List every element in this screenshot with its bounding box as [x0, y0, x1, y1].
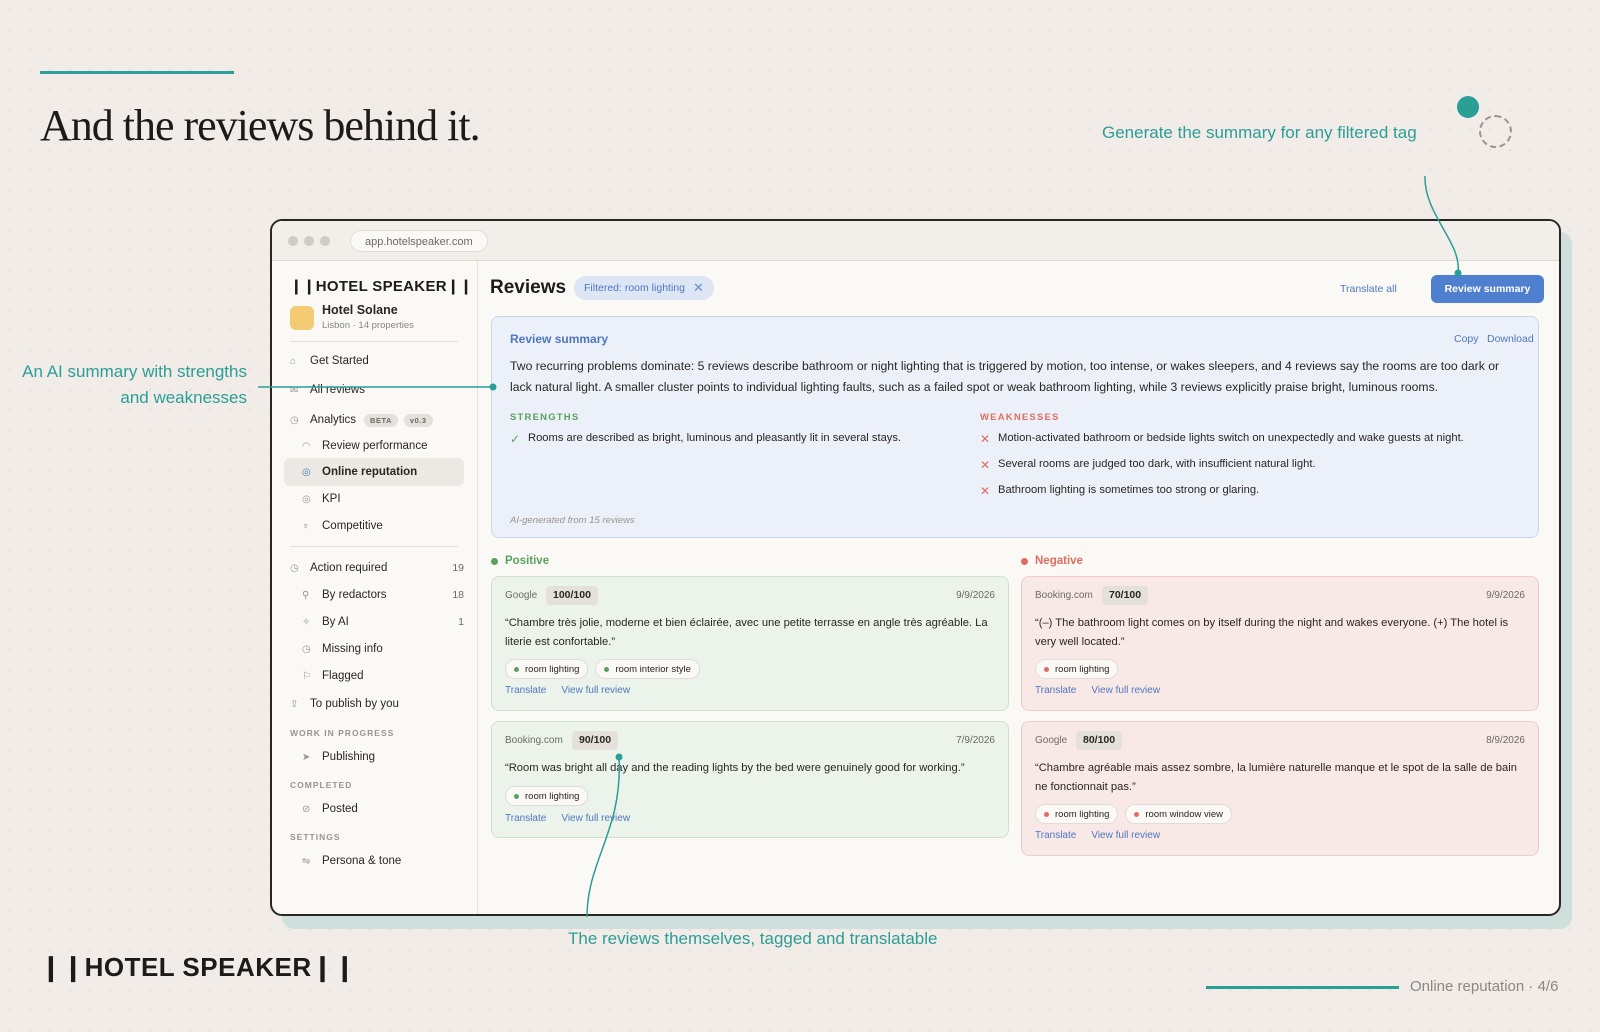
- beta-badge: BETA: [364, 414, 398, 427]
- sidebar-item-missing-info[interactable]: [302, 637, 464, 661]
- filter-chip-label: Filtered: room lighting: [584, 282, 685, 294]
- strength-item: [510, 432, 901, 446]
- version-badge: v0.3: [404, 414, 433, 427]
- sidebar-item-by-ai[interactable]: [302, 610, 464, 634]
- decorative-ring: [1479, 115, 1512, 148]
- clock-icon: ◷: [290, 562, 299, 574]
- tag-label: room lighting: [1055, 808, 1110, 820]
- target-icon: ◎: [302, 466, 311, 478]
- person-icon: ⚲: [302, 589, 310, 601]
- sidebar-item-online-reputation[interactable]: [284, 458, 464, 486]
- sidebar-item-label: Flagged: [322, 670, 364, 682]
- weakness-item: [980, 458, 1316, 472]
- positive-column-heading: [491, 555, 549, 567]
- summary-heading: Review summary: [510, 332, 609, 346]
- review-tags: [505, 659, 700, 679]
- hotel-meta: Lisbon · 14 properties: [322, 320, 414, 331]
- sidebar-item-label: Missing info: [322, 643, 383, 655]
- review-source: Booking.com: [1035, 590, 1093, 601]
- sidebar-item-label: KPI: [322, 493, 341, 505]
- review-summary-button[interactable]: Review summary: [1431, 275, 1544, 303]
- callout-ai-summary: An AI summary with strengths and weaknesses: [22, 362, 247, 407]
- tag-label: room lighting: [525, 790, 580, 802]
- sidebar-item-publishing[interactable]: [302, 745, 464, 769]
- by-redactors-count: 18: [452, 589, 464, 601]
- review-source: Google: [505, 590, 538, 601]
- review-text: “Chambre très jolie, moderne et bien éclairée, avec une petite terrasse en angle très agréable. La literie est confortable.”: [505, 617, 988, 648]
- translate-link[interactable]: Translate: [1035, 830, 1077, 841]
- sidebar-item-action-required[interactable]: [290, 556, 464, 580]
- accent-rule: [40, 71, 234, 74]
- review-card-positive: [491, 576, 1009, 711]
- tag-chip[interactable]: [1125, 804, 1232, 824]
- tag-dot-icon: [1134, 812, 1139, 817]
- weakness-text: Bathroom lighting is sometimes too strong or glaring.: [998, 484, 1260, 496]
- app-logo[interactable]: ❙❙HOTEL SPEAKER❙❙: [290, 278, 473, 295]
- section-label-wip: WORK IN PROGRESS: [290, 728, 395, 738]
- weakness-item: [980, 432, 1464, 446]
- sidebar-item-persona-tone[interactable]: [302, 849, 464, 873]
- sidebar-item-label: All reviews: [310, 384, 365, 396]
- sidebar-item-label: Publishing: [322, 751, 376, 763]
- tag-dot-icon: [1044, 812, 1049, 817]
- sidebar-item-label: By AI: [322, 616, 349, 628]
- review-card-negative: [1021, 576, 1539, 711]
- section-label-completed: COMPLETED: [290, 780, 353, 790]
- review-date: 9/9/2026: [1486, 590, 1525, 601]
- review-tags: [1035, 659, 1118, 679]
- tag-label: room window view: [1145, 808, 1224, 820]
- page-indicator: Online reputation · 4/6: [1410, 978, 1559, 995]
- positive-dot-icon: [491, 558, 498, 565]
- window-minimize-dot[interactable]: [304, 236, 314, 246]
- review-date: 9/9/2026: [956, 590, 995, 601]
- page-title: Reviews: [490, 277, 567, 298]
- sidebar-item-label: Get Started: [310, 355, 369, 367]
- copy-link[interactable]: Copy: [1454, 333, 1479, 345]
- tag-dot-icon: [514, 667, 519, 672]
- tag-label: room interior style: [615, 663, 691, 675]
- sidebar-item-label: Analytics: [310, 414, 357, 426]
- review-score: 100/100: [546, 586, 598, 605]
- by-ai-count: 1: [458, 616, 464, 628]
- weakness-text: Several rooms are judged too dark, with insufficient natural light.: [998, 458, 1316, 470]
- sidebar-item-kpi[interactable]: [302, 487, 464, 511]
- tag-chip[interactable]: [1035, 659, 1118, 679]
- sidebar-item-label: By redactors: [322, 589, 387, 601]
- review-card-negative: [1021, 721, 1539, 856]
- sidebar-item-by-redactors[interactable]: [302, 583, 464, 607]
- summary-text: Two recurring problems dominate: 5 reviews describe bathroom or night lighting that is triggered by motion, too intense, or wakes sleepers, and 4 reviews say the rooms are too dark or lack natural light. A smaller cluster points to individual lighting faults, such as a failed spot or weak bathroom lighting, while 3 reviews explicitly praise bright, luminous rooms.: [510, 359, 1500, 394]
- sidebar-item-posted[interactable]: [302, 797, 464, 821]
- strengths-label: STRENGTHS: [510, 412, 580, 423]
- review-card-positive: [491, 721, 1009, 838]
- weakness-text: Motion-activated bathroom or bedside lights switch on unexpectedly and wake guests at night.: [998, 432, 1464, 444]
- browser-window: [270, 219, 1561, 916]
- review-actions: [1035, 830, 1160, 841]
- sidebar-divider: [290, 341, 458, 342]
- url-bar[interactable]: app.hotelspeaker.com: [350, 230, 488, 252]
- window-close-dot[interactable]: [288, 236, 298, 246]
- callout-reviews: The reviews themselves, tagged and translatable: [568, 929, 938, 948]
- sidebar-divider: [290, 546, 458, 547]
- info-icon: ◷: [302, 643, 311, 655]
- page-rule: [1206, 986, 1399, 989]
- hotel-name[interactable]: Hotel Solane: [322, 303, 398, 317]
- cross-icon: ✕: [980, 458, 991, 472]
- window-maximize-dot[interactable]: [320, 236, 330, 246]
- tag-chip[interactable]: [1035, 804, 1118, 824]
- sidebar-item-review-performance[interactable]: [302, 434, 464, 458]
- review-text: “Room was bright all day and the reading lights by the bed were genuinely good for working.”: [505, 762, 965, 774]
- action-required-count: 19: [452, 562, 464, 574]
- sidebar-item-label: Competitive: [322, 520, 383, 532]
- hotel-avatar: [290, 306, 314, 330]
- upload-icon: ⇪: [290, 698, 299, 710]
- review-source: Booking.com: [505, 735, 563, 746]
- review-actions: [505, 685, 630, 696]
- sparkle-icon: ✧: [302, 616, 311, 628]
- sidebar-item-competitive[interactable]: [302, 514, 464, 538]
- slide-title: And the reviews behind it.: [40, 101, 480, 150]
- check-icon: ✓: [510, 432, 521, 446]
- sidebar-item-get-started[interactable]: [290, 349, 464, 373]
- cross-icon: ✕: [980, 484, 991, 498]
- review-actions: [1035, 685, 1160, 696]
- inbox-icon: ✉: [290, 384, 299, 396]
- sidebar-item-label: Review performance: [322, 440, 428, 452]
- brand-logo: ❙❙HOTEL SPEAKER❙❙: [40, 952, 357, 982]
- home-icon: ⌂: [290, 355, 297, 367]
- tag-dot-icon: [604, 667, 609, 672]
- negative-column-heading: [1021, 555, 1083, 567]
- review-summary-panel: [491, 316, 1539, 538]
- sliders-icon: ⇋: [302, 855, 311, 867]
- kpi-icon: ◎: [302, 493, 311, 505]
- translate-link[interactable]: Translate: [505, 685, 547, 696]
- section-label-settings: SETTINGS: [290, 832, 341, 842]
- weakness-item: [980, 484, 1259, 498]
- check-circle-icon: ⊘: [302, 803, 311, 815]
- summary-footnote: AI-generated from 15 reviews: [510, 515, 635, 526]
- tag-chip[interactable]: [505, 786, 588, 806]
- sidebar-item-label: Action required: [310, 562, 388, 574]
- review-score: 70/100: [1102, 586, 1148, 605]
- tag-dot-icon: [1044, 667, 1049, 672]
- review-date: 8/9/2026: [1486, 735, 1525, 746]
- view-full-review-link[interactable]: View full review: [561, 685, 631, 696]
- negative-label: Negative: [1035, 555, 1083, 567]
- review-score: 90/100: [572, 731, 618, 750]
- sidebar-item-to-publish[interactable]: [290, 692, 464, 716]
- sidebar-item-label: Persona & tone: [322, 855, 402, 867]
- tag-label: room lighting: [1055, 663, 1110, 675]
- translate-link[interactable]: Translate: [1035, 685, 1077, 696]
- sidebar-item-flagged[interactable]: [302, 664, 464, 688]
- sidebar: [272, 261, 478, 914]
- clock-icon: ◷: [290, 414, 299, 426]
- download-link[interactable]: Download: [1487, 333, 1534, 345]
- close-icon[interactable]: ✕: [692, 280, 704, 295]
- trophy-icon: ♆: [302, 520, 310, 532]
- review-tags: [505, 786, 588, 806]
- negative-dot-icon: [1021, 558, 1028, 565]
- filter-chip[interactable]: [574, 276, 714, 300]
- review-text: “(–) The bathroom light comes on by itself during the night and wakes everyone. (+) The hotel is very well located.”: [1035, 617, 1509, 648]
- flag-icon: ⚐: [302, 670, 311, 682]
- view-full-review-link[interactable]: View full review: [1091, 685, 1161, 696]
- send-icon: ➤: [302, 751, 311, 763]
- weaknesses-label: WEAKNESSES: [980, 412, 1060, 423]
- review-actions: [505, 813, 630, 824]
- tag-dot-icon: [514, 794, 519, 799]
- tag-chip[interactable]: [505, 659, 588, 679]
- cross-icon: ✕: [980, 432, 991, 446]
- translate-all-link[interactable]: Translate all: [1340, 283, 1397, 295]
- review-text: “Chambre agréable mais assez sombre, la lumière naturelle manque et le spot de la salle de bain ne fonctionnait pas.”: [1035, 762, 1517, 793]
- browser-titlebar: [272, 221, 1559, 261]
- positive-label: Positive: [505, 555, 550, 567]
- review-score: 80/100: [1076, 731, 1122, 750]
- review-tags: [1035, 804, 1232, 824]
- view-full-review-link[interactable]: View full review: [561, 813, 631, 824]
- gauge-icon: ◠: [302, 440, 311, 452]
- decorative-dot: [1457, 96, 1479, 118]
- sidebar-item-analytics[interactable]: [290, 408, 464, 432]
- tag-chip[interactable]: [595, 659, 700, 679]
- review-source: Google: [1035, 735, 1068, 746]
- sidebar-item-all-reviews[interactable]: [290, 378, 464, 402]
- review-date: 7/9/2026: [956, 735, 995, 746]
- sidebar-item-label: Online reputation: [322, 466, 418, 478]
- sidebar-item-label: To publish by you: [310, 698, 399, 710]
- view-full-review-link[interactable]: View full review: [1091, 830, 1161, 841]
- callout-generate-summary: Generate the summary for any filtered tag: [1102, 123, 1417, 142]
- strength-text: Rooms are described as bright, luminous and pleasantly lit in several stays.: [528, 432, 902, 444]
- translate-link[interactable]: Translate: [505, 813, 547, 824]
- tag-label: room lighting: [525, 663, 580, 675]
- sidebar-item-label: Posted: [322, 803, 358, 815]
